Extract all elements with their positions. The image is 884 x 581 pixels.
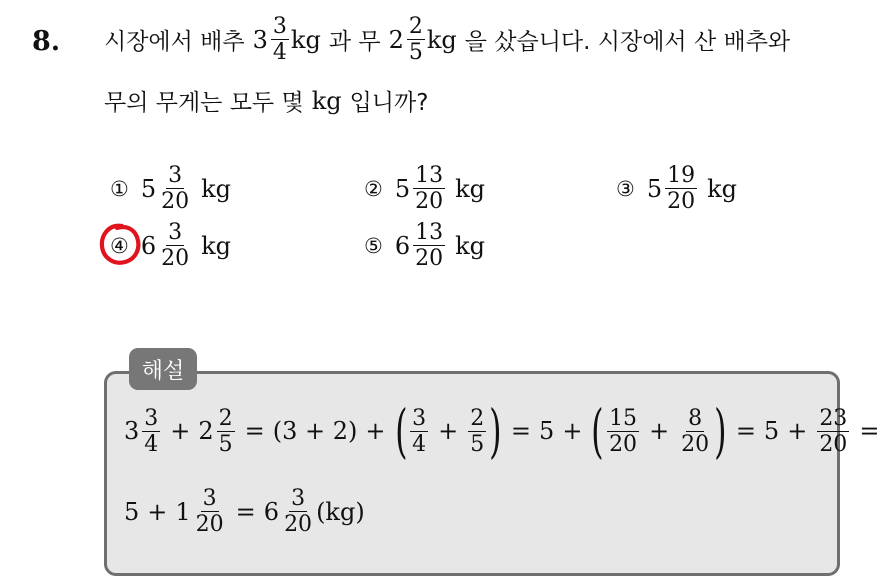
denominator: 20 — [161, 246, 190, 271]
denominator: 5 — [408, 40, 423, 65]
term-whole: 5 — [124, 497, 140, 526]
denominator: 5 — [470, 431, 485, 457]
unit: kg — [455, 174, 486, 203]
numerator: 2 — [408, 14, 423, 39]
term-fraction — [607, 406, 639, 457]
left-paren-icon: ( — [591, 397, 604, 465]
question-line-2 — [104, 84, 428, 117]
term-fraction — [142, 406, 160, 457]
question-text: 입니까? — [349, 90, 429, 116]
choice-5[interactable] — [364, 220, 485, 271]
numerator: 3 — [144, 405, 159, 431]
term-fraction — [410, 406, 428, 457]
choice-whole: 5 — [140, 174, 157, 203]
choice-3[interactable] — [616, 163, 737, 214]
question-text: 과 무 — [328, 29, 381, 55]
question-text: 을 샀습니다. 시장에서 산 배추와 — [464, 29, 791, 55]
question-line-1 — [104, 14, 790, 65]
numerator: 2 — [218, 405, 233, 431]
denominator: 20 — [667, 189, 696, 214]
denominator: 20 — [415, 189, 444, 214]
choice-3-mark: ③ — [616, 176, 635, 201]
term-fraction — [817, 406, 849, 457]
numerator: 3 — [412, 405, 427, 431]
question-text: 무의 무게는 모두 몇 — [104, 90, 304, 116]
unit: kg — [201, 231, 232, 260]
numerator: 15 — [609, 405, 638, 431]
numerator: 23 — [819, 405, 848, 431]
denominator: 20 — [681, 431, 710, 457]
unit: kg — [426, 25, 457, 54]
unit: kg — [311, 86, 342, 115]
result-fraction — [282, 486, 314, 537]
denominator: 5 — [218, 431, 233, 457]
equals-sign: = — [235, 497, 256, 526]
unit: (kg) — [316, 497, 365, 526]
choice-fraction — [159, 220, 191, 271]
numerator: 3 — [168, 220, 183, 245]
denominator: 4 — [412, 431, 427, 457]
denominator: 20 — [415, 246, 444, 271]
term-whole: 5 — [539, 417, 555, 445]
denominator: 20 — [819, 431, 848, 457]
term-whole: 2 — [198, 417, 214, 445]
selected-answer-circle-icon — [98, 220, 144, 268]
choice-whole: 6 — [394, 231, 411, 260]
term-fraction — [679, 406, 711, 457]
cabbage-whole: 3 — [252, 25, 268, 54]
plus-sign: + — [147, 497, 168, 526]
equals-sign: = — [735, 417, 756, 445]
plus-sign: + — [170, 417, 191, 445]
plus-sign: + — [787, 417, 808, 445]
choice-whole: 6 — [140, 231, 157, 260]
explanation-line-2 — [124, 486, 365, 537]
choice-4-mark: ④ — [110, 233, 129, 258]
explanation-line-1 — [124, 397, 884, 465]
numerator: 13 — [415, 163, 444, 188]
denominator: 20 — [284, 512, 313, 537]
unit: kg — [455, 231, 486, 260]
question-number: 8. — [32, 26, 61, 57]
unit: kg — [290, 25, 321, 54]
term-whole: 3 — [124, 417, 140, 445]
plus-sign: + — [438, 417, 459, 445]
left-paren-icon: ( — [394, 397, 408, 465]
equals-sign: = — [244, 417, 265, 445]
choice-1[interactable] — [110, 163, 231, 214]
plus-sign: + — [365, 417, 386, 445]
numerator: 3 — [272, 14, 287, 39]
numerator: 19 — [667, 163, 696, 188]
unit: kg — [707, 174, 738, 203]
numerator: 3 — [168, 163, 183, 188]
choice-whole: 5 — [394, 174, 411, 203]
cabbage-fraction — [271, 14, 289, 65]
equals-sign: = — [859, 417, 880, 445]
numerator: 3 — [291, 486, 306, 511]
numerator: 3 — [202, 486, 217, 511]
choice-fraction — [665, 163, 697, 214]
denominator: 20 — [161, 189, 190, 214]
radish-fraction — [407, 14, 425, 65]
equals-sign: = — [510, 417, 532, 445]
numerator: 2 — [470, 405, 485, 431]
plus-sign: + — [649, 417, 670, 445]
term-fraction — [468, 406, 486, 457]
choice-fraction — [413, 163, 445, 214]
choice-whole: 5 — [646, 174, 663, 203]
choice-fraction — [159, 163, 191, 214]
choice-2[interactable] — [364, 163, 485, 214]
choice-5-mark: ⑤ — [364, 233, 383, 258]
unit: kg — [201, 174, 232, 203]
choice-1-mark: ① — [110, 176, 129, 201]
right-paren-icon: ) — [489, 397, 502, 465]
result-whole: 6 — [263, 497, 280, 526]
denominator: 4 — [272, 40, 287, 65]
plus-sign: + — [562, 417, 583, 445]
numerator: 13 — [415, 220, 444, 245]
radish-whole: 2 — [388, 25, 404, 54]
term-whole: 5 — [763, 417, 780, 445]
right-paren-icon: ) — [714, 397, 727, 465]
term-fraction — [194, 486, 226, 537]
numerator: 8 — [688, 405, 703, 431]
denominator: 20 — [609, 431, 638, 457]
term-fraction — [217, 406, 235, 457]
denominator: 20 — [195, 512, 224, 537]
choice-2-mark: ② — [364, 176, 383, 201]
choice-fraction — [413, 220, 445, 271]
denominator: 4 — [144, 431, 159, 457]
whole-sum: (3 + 2) — [272, 417, 358, 445]
question-text: 시장에서 배추 — [104, 29, 245, 55]
explanation-tag: 해설 — [129, 348, 197, 390]
term-whole: 1 — [175, 497, 191, 526]
